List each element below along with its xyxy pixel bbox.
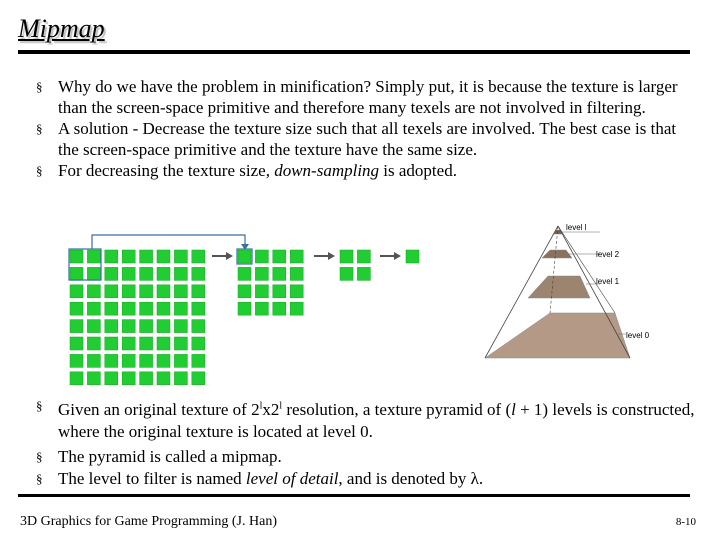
bullet-list-bottom (36, 395, 696, 490)
slide-title: Mipmap (18, 14, 105, 43)
texel (105, 372, 118, 385)
texel (357, 250, 370, 263)
bullet-glyph: § (36, 398, 43, 413)
texel (255, 285, 268, 298)
bullet-item (36, 446, 696, 468)
arrow-head (394, 252, 401, 260)
bullet-text-italic: down-sampling (274, 161, 380, 180)
texel (70, 250, 83, 263)
bullet-glyph: § (36, 121, 43, 136)
texel (255, 267, 268, 280)
texel (122, 285, 135, 298)
texel (122, 267, 135, 280)
texel (255, 302, 268, 315)
texel (340, 250, 353, 263)
texel (140, 337, 153, 350)
texel (192, 302, 205, 315)
texel (157, 337, 170, 350)
texel (174, 250, 187, 263)
bullet-item (36, 160, 696, 181)
texel (238, 285, 251, 298)
texel (140, 320, 153, 333)
pyramid-label: level 1 (596, 277, 620, 286)
texel (87, 285, 100, 298)
pyramid-level-2-image (542, 250, 572, 258)
texel (70, 302, 83, 315)
texel (192, 267, 205, 280)
bullet-text-italic: level of detail (245, 468, 339, 488)
texel (340, 267, 353, 280)
bullet-item (36, 468, 696, 490)
texel (357, 267, 370, 280)
mipmap-pyramid-figure (480, 218, 700, 388)
bullet-text-prefix: For decreasing the texture size, (58, 161, 275, 180)
texel (157, 320, 170, 333)
texel (105, 267, 118, 280)
footer-page-number: 8-10 (675, 516, 696, 528)
arrow-head (328, 252, 335, 260)
arrow-head (226, 252, 233, 260)
texel (122, 302, 135, 315)
texel (87, 372, 100, 385)
title-divider (18, 50, 690, 54)
texel (406, 250, 419, 263)
texel (105, 285, 118, 298)
pyramid-edge (558, 226, 615, 313)
texel (140, 302, 153, 315)
texel (122, 337, 135, 350)
texel (192, 250, 205, 263)
texel (70, 354, 83, 367)
texel (174, 267, 187, 280)
texel (157, 372, 170, 385)
bullet-text-suffix: is adopted. (379, 161, 457, 180)
texel (140, 354, 153, 367)
texel (70, 267, 83, 280)
footer-course-title: 3D Graphics for Game Programming (J. Han) (20, 514, 277, 529)
texel (105, 250, 118, 263)
downsampling-figure (62, 220, 432, 390)
texel (70, 285, 83, 298)
texel (157, 250, 170, 263)
texel (238, 250, 251, 263)
texel (140, 372, 153, 385)
bullet-item (36, 76, 696, 118)
texel (87, 250, 100, 263)
texel (192, 320, 205, 333)
bullet-text: The pyramid is called a mipmap. (58, 446, 282, 466)
pyramid-label: level 0 (626, 331, 650, 340)
texel (174, 354, 187, 367)
pyramid-label: level l (566, 223, 587, 232)
texel (70, 320, 83, 333)
bullet-text-prefix: The level to filter is named (58, 468, 246, 488)
texel (273, 285, 286, 298)
texel (192, 354, 205, 367)
texel (174, 337, 187, 350)
bullet-text: A solution - Decrease the texture size such that all texels are involved. The best case is that the screen-space primitive and the texture have the same size. (58, 119, 677, 159)
texel (273, 250, 286, 263)
texel (157, 285, 170, 298)
texel (290, 267, 303, 280)
texel (87, 267, 100, 280)
texel (87, 337, 100, 350)
texel (122, 372, 135, 385)
texel (174, 372, 187, 385)
texel (87, 354, 100, 367)
texel (140, 267, 153, 280)
texel (157, 302, 170, 315)
bullet-item (36, 118, 696, 160)
texel (140, 285, 153, 298)
texel (105, 337, 118, 350)
texel (192, 372, 205, 385)
texel (238, 302, 251, 315)
pyramid-label: level 2 (596, 250, 620, 259)
bullet-glyph: § (36, 470, 43, 486)
texel (140, 250, 153, 263)
texel (122, 320, 135, 333)
bullet-list-top (36, 76, 696, 181)
texel (87, 320, 100, 333)
texel (192, 285, 205, 298)
texel (105, 302, 118, 315)
texel (157, 267, 170, 280)
pyramid-level-0-image (485, 313, 630, 358)
texel (70, 372, 83, 385)
bullet-glyph: § (36, 448, 43, 464)
texel (122, 250, 135, 263)
bullet-text-suffix: , and is denoted by λ. (338, 468, 484, 488)
texel (290, 285, 303, 298)
texel (192, 337, 205, 350)
texel (290, 250, 303, 263)
texel (290, 302, 303, 315)
texel (70, 337, 83, 350)
texel (157, 354, 170, 367)
bullet-item (36, 395, 696, 443)
downsample-connector (92, 235, 245, 249)
bullet-text: Given an original texture of 2$^l$x2$^l$ resolution, a texture pyramid of (l + 1) levels is constructed, where the original texture is located at level 0. (58, 399, 695, 441)
pyramid-level-1-image (528, 276, 590, 298)
bullet-glyph: § (36, 79, 43, 94)
bullet-glyph: § (36, 163, 43, 178)
texel (238, 267, 251, 280)
texel (105, 354, 118, 367)
texel (105, 320, 118, 333)
texel (174, 302, 187, 315)
texel (273, 267, 286, 280)
texel (122, 354, 135, 367)
texel (174, 320, 187, 333)
texel (273, 302, 286, 315)
footer-divider (18, 494, 690, 497)
texel (87, 302, 100, 315)
texel (174, 285, 187, 298)
texel (255, 250, 268, 263)
bullet-text: Why do we have the problem in minification? Simply put, it is because the texture is larger than the screen-space primitive and therefore many texels are not involved in filtering. (58, 77, 678, 117)
